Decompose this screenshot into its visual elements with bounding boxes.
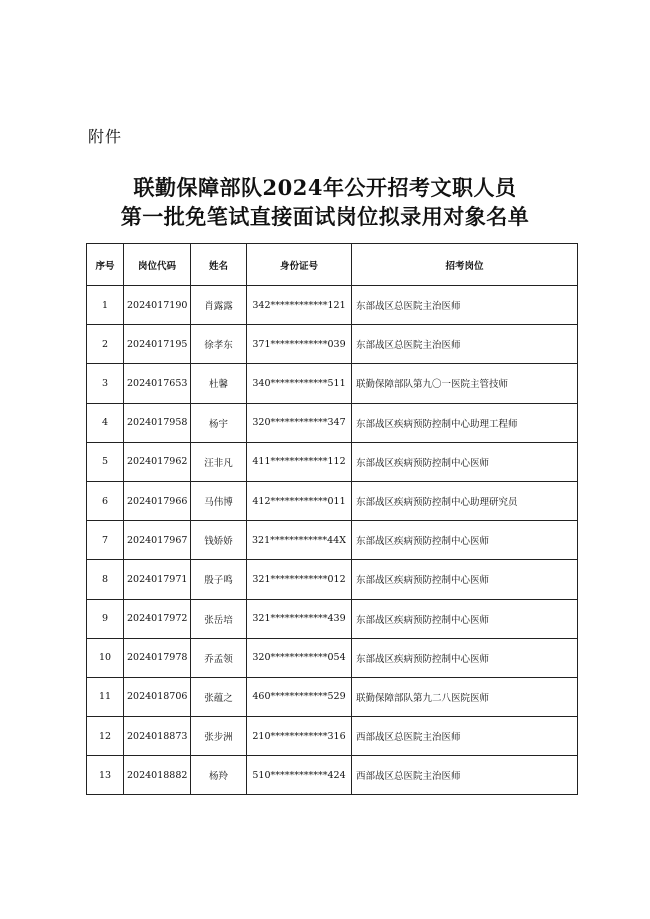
cell-position-code: 2024017966 — [124, 481, 191, 520]
cell-position: 东部战区疾病预防控制中心医师 — [352, 638, 578, 677]
cell-position: 联勤保障部队第九二八医院医师 — [352, 677, 578, 716]
cell-position: 西部战区总医院主治医师 — [352, 756, 578, 795]
cell-name: 杜馨 — [191, 364, 247, 403]
table-row — [87, 756, 578, 795]
cell-seq: 13 — [87, 756, 124, 795]
table-row — [87, 403, 578, 442]
table-row — [87, 677, 578, 716]
cell-position-code: 2024017653 — [124, 364, 191, 403]
cell-position: 东部战区疾病预防控制中心医师 — [352, 521, 578, 560]
cell-seq: 7 — [87, 521, 124, 560]
header-seq: 序号 — [87, 244, 124, 286]
cell-name: 肖露露 — [191, 286, 247, 325]
cell-position: 联勤保障部队第九〇一医院主管技师 — [352, 364, 578, 403]
cell-position: 西部战区总医院主治医师 — [352, 717, 578, 756]
document-title-line-1: 联勤保障部队2024年公开招考文职人员 — [133, 175, 517, 200]
cell-seq: 5 — [87, 442, 124, 481]
cell-position: 东部战区疾病预防控制中心医师 — [352, 560, 578, 599]
cell-position-code: 2024017972 — [124, 599, 191, 638]
cell-id-number: 321************439 — [247, 599, 352, 638]
cell-seq: 12 — [87, 717, 124, 756]
cell-name: 钱娇娇 — [191, 521, 247, 560]
cell-name: 杨宇 — [191, 403, 247, 442]
cell-position-code: 2024017978 — [124, 638, 191, 677]
table-row — [87, 717, 578, 756]
cell-position: 东部战区总医院主治医师 — [352, 286, 578, 325]
cell-position: 东部战区疾病预防控制中心医师 — [352, 599, 578, 638]
cell-seq: 11 — [87, 677, 124, 716]
cell-seq: 8 — [87, 560, 124, 599]
header-name: 姓名 — [191, 244, 247, 286]
cell-id-number: 412************011 — [247, 481, 352, 520]
cell-position: 东部战区疾病预防控制中心医师 — [352, 442, 578, 481]
cell-name: 张蕴之 — [191, 677, 247, 716]
cell-id-number: 210************316 — [247, 717, 352, 756]
header-position: 招考岗位 — [352, 244, 578, 286]
cell-name: 张岳培 — [191, 599, 247, 638]
cell-id-number: 460************529 — [247, 677, 352, 716]
cell-position-code: 2024017967 — [124, 521, 191, 560]
cell-position-code: 2024018706 — [124, 677, 191, 716]
cell-seq: 9 — [87, 599, 124, 638]
cell-id-number: 340************511 — [247, 364, 352, 403]
cell-position-code: 2024017195 — [124, 325, 191, 364]
cell-name: 张步洲 — [191, 717, 247, 756]
candidate-table — [86, 243, 578, 795]
cell-id-number: 411************112 — [247, 442, 352, 481]
cell-name: 汪非凡 — [191, 442, 247, 481]
document-title-line-2: 第一批免笔试直接面试岗位拟录用对象名单 — [120, 204, 530, 229]
cell-id-number: 320************347 — [247, 403, 352, 442]
header-position-code: 岗位代码 — [124, 244, 191, 286]
cell-seq: 10 — [87, 638, 124, 677]
table-row — [87, 521, 578, 560]
cell-position-code: 2024017958 — [124, 403, 191, 442]
cell-name: 杨羚 — [191, 756, 247, 795]
cell-position: 东部战区疾病预防控制中心助理工程师 — [352, 403, 578, 442]
table-header-row — [87, 244, 578, 286]
cell-id-number: 321************012 — [247, 560, 352, 599]
cell-id-number: 510************424 — [247, 756, 352, 795]
cell-seq: 2 — [87, 325, 124, 364]
cell-name: 马伟博 — [191, 481, 247, 520]
header-id-number: 身份证号 — [247, 244, 352, 286]
attachment-label: 附件 — [88, 127, 123, 146]
table-row — [87, 560, 578, 599]
cell-name: 徐孝东 — [191, 325, 247, 364]
cell-seq: 6 — [87, 481, 124, 520]
cell-position-code: 2024017190 — [124, 286, 191, 325]
table-row — [87, 481, 578, 520]
cell-position-code: 2024018882 — [124, 756, 191, 795]
table-row — [87, 599, 578, 638]
table-body — [87, 286, 578, 795]
cell-position: 东部战区疾病预防控制中心助理研究员 — [352, 481, 578, 520]
table-row — [87, 638, 578, 677]
cell-position-code: 2024017962 — [124, 442, 191, 481]
cell-position: 东部战区总医院主治医师 — [352, 325, 578, 364]
cell-seq: 1 — [87, 286, 124, 325]
table-row — [87, 286, 578, 325]
cell-name: 乔孟领 — [191, 638, 247, 677]
cell-position-code: 2024018873 — [124, 717, 191, 756]
table-row — [87, 442, 578, 481]
cell-id-number: 342************121 — [247, 286, 352, 325]
cell-seq: 3 — [87, 364, 124, 403]
cell-id-number: 371************039 — [247, 325, 352, 364]
cell-position-code: 2024017971 — [124, 560, 191, 599]
cell-name: 殷子鸣 — [191, 560, 247, 599]
cell-seq: 4 — [87, 403, 124, 442]
cell-id-number: 320************054 — [247, 638, 352, 677]
cell-id-number: 321************44X — [247, 521, 352, 560]
table-row — [87, 325, 578, 364]
table-row — [87, 364, 578, 403]
